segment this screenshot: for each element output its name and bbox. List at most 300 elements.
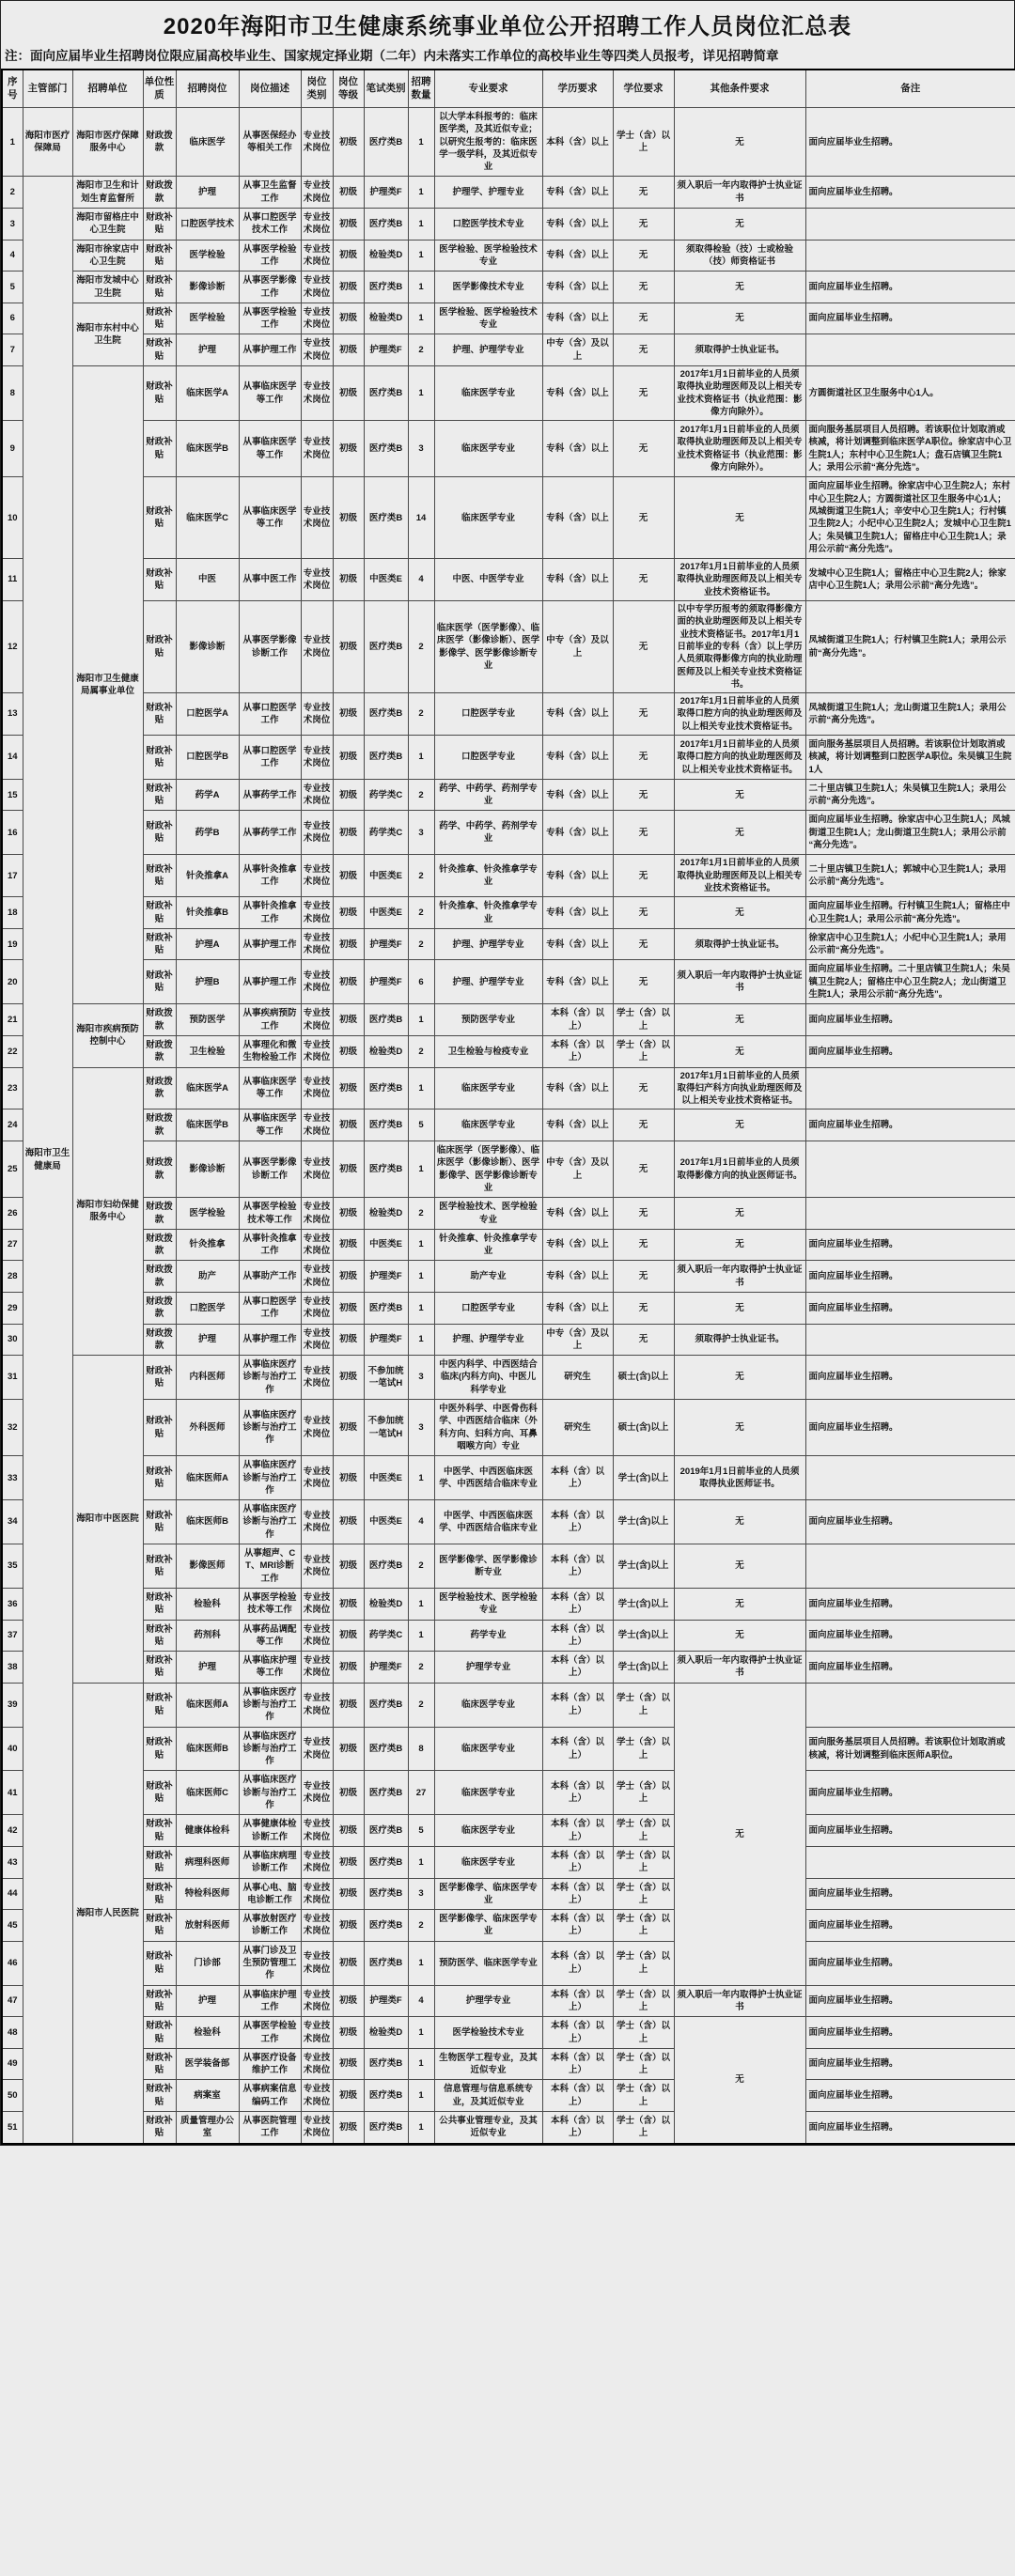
cell-nature: 财政补贴 <box>143 811 176 855</box>
cell-other: 须入职后一年内取得护士执业证书 <box>674 1261 805 1293</box>
cell-desc: 从事卫生监督工作 <box>239 177 301 209</box>
cell-grade: 初级 <box>333 1985 364 2017</box>
cell-desc: 从事心电、脑电诊断工作 <box>239 1878 301 1910</box>
cell-edu: 专科（含）以上 <box>542 897 613 929</box>
cell-other: 无 <box>674 1544 805 1589</box>
cell-degree: 学士（含）以上 <box>613 1815 674 1847</box>
cell-seq: 9 <box>2 421 23 477</box>
table-row <box>2 1198 1015 1230</box>
cell-exam: 检验类D <box>364 1198 408 1230</box>
cell-post: 特检科医师 <box>176 1878 239 1910</box>
cell-note: 面向应届毕业生招聘。 <box>805 303 1015 334</box>
cell-edu: 本科（含）以上） <box>542 1620 613 1652</box>
cell-nature: 财政补贴 <box>143 2112 176 2144</box>
cell-num: 2 <box>408 1910 434 1942</box>
cell-desc: 从事临床医疗诊断与治疗工作 <box>239 1456 301 1500</box>
cell-seq: 17 <box>2 855 23 897</box>
cell-edu: 本科（含）以上） <box>542 1910 613 1942</box>
cell-num: 5 <box>408 1110 434 1141</box>
cell-cat: 专业技术岗位 <box>301 2017 333 2049</box>
table-row <box>2 1229 1015 1261</box>
cell-seq: 31 <box>2 1356 23 1400</box>
cell-unit: 海阳市东村中心卫生院 <box>72 303 143 365</box>
cell-edu: 中专（含）及以上 <box>542 1141 613 1198</box>
cell-note <box>805 1324 1015 1356</box>
cell-cat: 专业技术岗位 <box>301 1683 333 1727</box>
cell-desc: 从事药学工作 <box>239 811 301 855</box>
cell-edu: 专科（含）以上 <box>542 779 613 811</box>
cell-nature: 财政拨款 <box>143 1261 176 1293</box>
cell-grade: 初级 <box>333 1588 364 1620</box>
cell-desc: 从事临床医学等工作 <box>239 365 301 420</box>
cell-desc: 从事医学检验技术等工作 <box>239 1588 301 1620</box>
cell-desc: 从事临床医疗诊断与治疗工作 <box>239 1727 301 1771</box>
cell-post: 药学B <box>176 811 239 855</box>
cell-edu: 本科（含）以上） <box>542 1588 613 1620</box>
cell-grade: 初级 <box>333 1620 364 1652</box>
table-row <box>2 1620 1015 1652</box>
cell-nature: 财政拨款 <box>143 1324 176 1356</box>
cell-other: 无 <box>674 1229 805 1261</box>
cell-exam: 医疗类B <box>364 1683 408 1727</box>
cell-num: 2 <box>408 1683 434 1727</box>
cell-edu: 本科（含）以上） <box>542 1815 613 1847</box>
cell-major: 中医、中医学专业 <box>434 559 542 601</box>
cell-degree: 学士（含）以上 <box>613 1846 674 1878</box>
cell-exam: 护理类F <box>364 1324 408 1356</box>
cell-edu: 专科（含）以上 <box>542 693 613 736</box>
cell-num: 1 <box>408 107 434 176</box>
cell-seq: 28 <box>2 1261 23 1293</box>
cell-other: 无 <box>674 811 805 855</box>
cell-nature: 财政补贴 <box>143 2080 176 2112</box>
cell-degree: 学士(含)以上 <box>613 1456 674 1500</box>
cell-exam: 医疗类B <box>364 1141 408 1198</box>
cell-nature: 财政补贴 <box>143 1941 176 1985</box>
cell-num: 5 <box>408 1815 434 1847</box>
cell-seq: 40 <box>2 1727 23 1771</box>
cell-degree: 无 <box>613 421 674 477</box>
cell-major: 临床医学专业 <box>434 421 542 477</box>
cell-desc: 从事助产工作 <box>239 1261 301 1293</box>
cell-desc: 从事放射医疗诊断工作 <box>239 1910 301 1942</box>
cell-post: 针灸推拿 <box>176 1229 239 1261</box>
cell-num: 1 <box>408 2048 434 2080</box>
cell-exam: 护理类F <box>364 334 408 366</box>
cell-grade: 初级 <box>333 240 364 272</box>
cell-degree: 无 <box>613 897 674 929</box>
cell-other: 须入职后一年内取得护士执业证书 <box>674 1985 805 2017</box>
cell-note: 面向应届毕业生招聘。 <box>805 1941 1015 1985</box>
cell-edu: 本科（含）以上） <box>542 1771 613 1815</box>
cell-desc: 从事临床医学等工作 <box>239 1067 301 1110</box>
cell-note: 面向应届毕业生招聘。 <box>805 2048 1015 2080</box>
cell-edu: 本科（含）以上） <box>542 2017 613 2049</box>
cell-major: 药学、中药学、药剂学专业 <box>434 779 542 811</box>
cell-seq: 47 <box>2 1985 23 2017</box>
cell-note: 面向应届毕业生招聘。 <box>805 1500 1015 1544</box>
cell-major: 临床医学专业 <box>434 1067 542 1110</box>
cell-exam: 药学类C <box>364 1620 408 1652</box>
table-row <box>2 1292 1015 1324</box>
cell-other: 无 <box>674 303 805 334</box>
cell-desc: 从事口腔医学技术工作 <box>239 209 301 241</box>
cell-major: 医学影像学、临床医学专业 <box>434 1910 542 1942</box>
cell-exam: 医疗类B <box>364 2048 408 2080</box>
col-header-major: 专业要求 <box>434 70 542 108</box>
cell-major: 护理、护理学专业 <box>434 928 542 960</box>
table-row <box>2 334 1015 366</box>
cell-seq: 8 <box>2 365 23 420</box>
cell-seq: 30 <box>2 1324 23 1356</box>
cell-desc: 从事医学影像工作 <box>239 272 301 303</box>
cell-edu: 专科（含）以上 <box>542 1229 613 1261</box>
cell-edu: 专科（含）以上 <box>542 1198 613 1230</box>
cell-edu: 本科（含）以上 <box>542 107 613 176</box>
cell-other: 须入职后一年内取得护士执业证书 <box>674 177 805 209</box>
cell-grade: 初级 <box>333 693 364 736</box>
cell-desc: 从事临床医学等工作 <box>239 1110 301 1141</box>
table-row <box>2 2080 1015 2112</box>
cell-cat: 专业技术岗位 <box>301 1456 333 1500</box>
cell-num: 1 <box>408 1067 434 1110</box>
cell-major: 临床医学（医学影像）、临床医学（影像诊断）、医学影像学、医学影像诊断专业 <box>434 1141 542 1198</box>
table-row <box>2 1261 1015 1293</box>
cell-seq: 44 <box>2 1878 23 1910</box>
cell-num: 1 <box>408 1456 434 1500</box>
cell-edu: 研究生 <box>542 1400 613 1456</box>
cell-note: 面向服务基层项目人员招聘。若该职位计划取消或核减，将计划调整到口腔医学A职位。朱吴镇卫生院1人 <box>805 736 1015 780</box>
table-row <box>2 559 1015 601</box>
cell-cat: 专业技术岗位 <box>301 303 333 334</box>
cell-grade: 初级 <box>333 1652 364 1684</box>
cell-note: 发城中心卫生院1人；留格庄中心卫生院2人；徐家店中心卫生院1人；录用公示前“高分先选”。 <box>805 559 1015 601</box>
cell-nature: 财政补贴 <box>143 1456 176 1500</box>
cell-grade: 初级 <box>333 1500 364 1544</box>
cell-grade: 初级 <box>333 107 364 176</box>
cell-note: 凤城街道卫生院1人；龙山街道卫生院1人；录用公示前“高分先选”。 <box>805 693 1015 736</box>
cell-num: 1 <box>408 1292 434 1324</box>
cell-other: 无 <box>674 2017 805 2144</box>
cell-edu: 本科（含）以上） <box>542 1727 613 1771</box>
cell-edu: 本科（含）以上） <box>542 1035 613 1067</box>
cell-nature: 财政补贴 <box>143 601 176 693</box>
cell-nature: 财政补贴 <box>143 1356 176 1400</box>
cell-note: 面向应届毕业生招聘。 <box>805 1110 1015 1141</box>
cell-cat: 专业技术岗位 <box>301 928 333 960</box>
col-header-num: 招聘数量 <box>408 70 434 108</box>
cell-cat: 专业技术岗位 <box>301 2112 333 2144</box>
cell-seq: 22 <box>2 1035 23 1067</box>
cell-edu: 专科（含）以上 <box>542 559 613 601</box>
cell-edu: 专科（含）以上 <box>542 209 613 241</box>
cell-seq: 2 <box>2 177 23 209</box>
cell-desc: 从事临床医疗诊断与治疗工作 <box>239 1683 301 1727</box>
cell-post: 护理A <box>176 928 239 960</box>
cell-cat: 专业技术岗位 <box>301 601 333 693</box>
cell-other: 无 <box>674 477 805 559</box>
cell-major: 口腔医学专业 <box>434 693 542 736</box>
cell-grade: 初级 <box>333 1400 364 1456</box>
table-row <box>2 2048 1015 2080</box>
cell-post: 临床医学 <box>176 107 239 176</box>
col-header-exam: 笔试类别 <box>364 70 408 108</box>
table-row <box>2 272 1015 303</box>
cell-edu: 专科（含）以上 <box>542 855 613 897</box>
cell-grade: 初级 <box>333 1941 364 1985</box>
table-row <box>2 928 1015 960</box>
cell-grade: 初级 <box>333 2017 364 2049</box>
cell-desc: 从事针灸推拿工作 <box>239 1229 301 1261</box>
cell-post: 预防医学 <box>176 1004 239 1036</box>
table-row <box>2 1141 1015 1198</box>
cell-post: 临床医师B <box>176 1727 239 1771</box>
cell-exam: 医疗类B <box>364 107 408 176</box>
cell-note: 徐家店中心卫生院1人；小纪中心卫生院1人；录用公示前“高分先选”。 <box>805 928 1015 960</box>
cell-degree: 学士（含）以上 <box>613 1941 674 1985</box>
cell-other: 无 <box>674 1035 805 1067</box>
cell-exam: 药学类C <box>364 779 408 811</box>
cell-degree: 学士（含）以上 <box>613 2017 674 2049</box>
table-row <box>2 303 1015 334</box>
cell-seq: 10 <box>2 477 23 559</box>
table-row <box>2 897 1015 929</box>
cell-nature: 财政补贴 <box>143 2017 176 2049</box>
cell-cat: 专业技术岗位 <box>301 1004 333 1036</box>
cell-desc: 从事理化和微生物检验工作 <box>239 1035 301 1067</box>
cell-cat: 专业技术岗位 <box>301 107 333 176</box>
cell-grade: 初级 <box>333 1229 364 1261</box>
cell-seq: 18 <box>2 897 23 929</box>
cell-desc: 从事针灸推拿工作 <box>239 897 301 929</box>
cell-edu: 专科（含）以上 <box>542 272 613 303</box>
cell-degree: 无 <box>613 601 674 693</box>
cell-major: 临床医学专业 <box>434 1815 542 1847</box>
cell-post: 药学A <box>176 779 239 811</box>
cell-grade: 初级 <box>333 177 364 209</box>
cell-major: 药学、中药学、药剂学专业 <box>434 811 542 855</box>
cell-exam: 医疗类B <box>364 1004 408 1036</box>
cell-degree: 无 <box>613 272 674 303</box>
cell-degree: 学士(含)以上 <box>613 1620 674 1652</box>
table-row <box>2 1500 1015 1544</box>
cell-cat: 专业技术岗位 <box>301 209 333 241</box>
cell-seq: 7 <box>2 334 23 366</box>
cell-nature: 财政补贴 <box>143 477 176 559</box>
cell-major: 医学检验技术专业 <box>434 2017 542 2049</box>
cell-post: 药剂科 <box>176 1620 239 1652</box>
cell-nature: 财政补贴 <box>143 1652 176 1684</box>
cell-post: 助产 <box>176 1261 239 1293</box>
cell-major: 预防医学、临床医学专业 <box>434 1941 542 1985</box>
cell-post: 放射科医师 <box>176 1910 239 1942</box>
table-row <box>2 365 1015 420</box>
cell-post: 卫生检验 <box>176 1035 239 1067</box>
cell-seq: 27 <box>2 1229 23 1261</box>
cell-major: 口腔医学专业 <box>434 1292 542 1324</box>
cell-dept: 海阳市卫生健康局 <box>23 177 72 2144</box>
cell-degree: 无 <box>613 1110 674 1141</box>
cell-num: 3 <box>408 1356 434 1400</box>
cell-major: 医学检验技术、医学检验专业 <box>434 1588 542 1620</box>
cell-cat: 专业技术岗位 <box>301 1941 333 1985</box>
cell-edu: 本科（含）以上） <box>542 1683 613 1727</box>
cell-degree: 硕士(含)以上 <box>613 1400 674 1456</box>
cell-major: 临床医学专业 <box>434 1846 542 1878</box>
cell-nature: 财政补贴 <box>143 779 176 811</box>
cell-degree: 无 <box>613 477 674 559</box>
cell-seq: 43 <box>2 1846 23 1878</box>
cell-num: 1 <box>408 1620 434 1652</box>
cell-exam: 医疗类B <box>364 1815 408 1847</box>
cell-nature: 财政补贴 <box>143 1878 176 1910</box>
cell-nature: 财政补贴 <box>143 1400 176 1456</box>
table-row <box>2 107 1015 176</box>
cell-num: 8 <box>408 1727 434 1771</box>
cell-exam: 中医类E <box>364 1456 408 1500</box>
cell-cat: 专业技术岗位 <box>301 1067 333 1110</box>
cell-num: 2 <box>408 897 434 929</box>
cell-degree: 学士（含）以上 <box>613 1035 674 1067</box>
cell-cat: 专业技术岗位 <box>301 1846 333 1878</box>
cell-note: 面向应届毕业生招聘。 <box>805 1878 1015 1910</box>
cell-grade: 初级 <box>333 1035 364 1067</box>
cell-degree: 无 <box>613 1198 674 1230</box>
cell-degree: 硕士(含)以上 <box>613 1356 674 1400</box>
cell-major: 护理、护理学专业 <box>434 960 542 1004</box>
cell-grade: 初级 <box>333 1004 364 1036</box>
cell-post: 医学装备部 <box>176 2048 239 2080</box>
cell-seq: 5 <box>2 272 23 303</box>
cell-major: 医学检验、医学检验技术专业 <box>434 303 542 334</box>
cell-cat: 专业技术岗位 <box>301 897 333 929</box>
cell-post: 护理 <box>176 1652 239 1684</box>
cell-edu: 本科（含）以上） <box>542 1941 613 1985</box>
cell-degree: 学士（含）以上 <box>613 1771 674 1815</box>
cell-num: 1 <box>408 736 434 780</box>
cell-edu: 专科（含）以上 <box>542 1292 613 1324</box>
cell-desc: 从事临床医疗诊断与治疗工作 <box>239 1771 301 1815</box>
table-row <box>2 1878 1015 1910</box>
cell-other: 无 <box>674 1198 805 1230</box>
cell-grade: 初级 <box>333 421 364 477</box>
cell-post: 口腔医学技术 <box>176 209 239 241</box>
cell-major: 护理学专业 <box>434 1985 542 2017</box>
cell-grade: 初级 <box>333 1544 364 1589</box>
cell-cat: 专业技术岗位 <box>301 1324 333 1356</box>
cell-major: 针灸推拿、针灸推拿学专业 <box>434 897 542 929</box>
cell-other: 2017年1月1日前毕业的人员须取得口腔方向的执业助理医师及以上相关专业技术资格证书。 <box>674 736 805 780</box>
cell-post: 临床医师A <box>176 1456 239 1500</box>
cell-cat: 专业技术岗位 <box>301 1544 333 1589</box>
cell-grade: 初级 <box>333 1198 364 1230</box>
cell-desc: 从事疾病预防工作 <box>239 1004 301 1036</box>
cell-exam: 医疗类B <box>364 1544 408 1589</box>
cell-note: 面向应届毕业生招聘。 <box>805 177 1015 209</box>
cell-major: 护理、护理学专业 <box>434 334 542 366</box>
table-row <box>2 811 1015 855</box>
cell-desc: 从事医疗设备维护工作 <box>239 2048 301 2080</box>
cell-exam: 护理类F <box>364 1652 408 1684</box>
cell-major: 医学检验技术、医学检验专业 <box>434 1198 542 1230</box>
cell-post: 医学检验 <box>176 1198 239 1230</box>
cell-degree: 学士(含)以上 <box>613 1500 674 1544</box>
cell-edu: 本科（含）以上） <box>542 1878 613 1910</box>
cell-seq: 51 <box>2 2112 23 2144</box>
cell-cat: 专业技术岗位 <box>301 1620 333 1652</box>
cell-desc: 从事医保经办等相关工作 <box>239 107 301 176</box>
cell-other: 无 <box>674 272 805 303</box>
table-row <box>2 240 1015 272</box>
cell-unit: 海阳市卫生和计划生育监督所 <box>72 177 143 209</box>
cell-nature: 财政补贴 <box>143 693 176 736</box>
cell-major: 临床医学专业 <box>434 1727 542 1771</box>
cell-grade: 初级 <box>333 303 364 334</box>
col-header-post: 招聘岗位 <box>176 70 239 108</box>
cell-major: 中医内科学、中西医结合临床(内科方向)、中医儿科学专业 <box>434 1356 542 1400</box>
cell-num: 2 <box>408 601 434 693</box>
cell-degree: 无 <box>613 1067 674 1110</box>
cell-nature: 财政补贴 <box>143 240 176 272</box>
cell-exam: 中医类E <box>364 897 408 929</box>
cell-degree: 学士（含）以上 <box>613 2048 674 2080</box>
cell-num: 3 <box>408 1878 434 1910</box>
cell-cat: 专业技术岗位 <box>301 1141 333 1198</box>
cell-cat: 专业技术岗位 <box>301 1292 333 1324</box>
cell-major: 医学影像技术专业 <box>434 272 542 303</box>
cell-major: 针灸推拿、针灸推拿学专业 <box>434 855 542 897</box>
cell-cat: 专业技术岗位 <box>301 1500 333 1544</box>
cell-seq: 39 <box>2 1683 23 1727</box>
cell-seq: 50 <box>2 2080 23 2112</box>
cell-grade: 初级 <box>333 779 364 811</box>
cell-num: 2 <box>408 928 434 960</box>
table-row <box>2 1985 1015 2017</box>
cell-note <box>805 1067 1015 1110</box>
table-row <box>2 1941 1015 1985</box>
cell-degree: 无 <box>613 1261 674 1293</box>
cell-note <box>805 240 1015 272</box>
cell-note: 面向应届毕业生招聘。 <box>805 2017 1015 2049</box>
cell-exam: 护理类F <box>364 928 408 960</box>
cell-grade: 初级 <box>333 601 364 693</box>
cell-degree: 无 <box>613 559 674 601</box>
cell-nature: 财政补贴 <box>143 1815 176 1847</box>
cell-major: 临床医学（医学影像）、临床医学（影像诊断）、医学影像学、医学影像诊断专业 <box>434 601 542 693</box>
cell-grade: 初级 <box>333 1846 364 1878</box>
cell-exam: 检验类D <box>364 1588 408 1620</box>
cell-other: 2017年1月1日前毕业的人员须取得执业助理医师及以上相关专业技术资格证书。 <box>674 559 805 601</box>
cell-nature: 财政补贴 <box>143 1544 176 1589</box>
cell-grade: 初级 <box>333 1727 364 1771</box>
cell-major: 医学影像学、医学影像诊断专业 <box>434 1544 542 1589</box>
cell-grade: 初级 <box>333 1110 364 1141</box>
cell-exam: 中医类E <box>364 1500 408 1544</box>
cell-exam: 医疗类B <box>364 693 408 736</box>
table-row <box>2 1456 1015 1500</box>
cell-grade: 初级 <box>333 855 364 897</box>
table-row <box>2 960 1015 1004</box>
cell-exam: 医疗类B <box>364 209 408 241</box>
cell-exam: 医疗类B <box>364 1110 408 1141</box>
cell-post: 口腔医学B <box>176 736 239 780</box>
cell-grade: 初级 <box>333 2048 364 2080</box>
table-row <box>2 1846 1015 1878</box>
cell-edu: 本科（含）以上） <box>542 2112 613 2144</box>
cell-desc: 从事临床医疗诊断与治疗工作 <box>239 1356 301 1400</box>
cell-unit: 海阳市人民医院 <box>72 1683 143 2143</box>
cell-num: 1 <box>408 1229 434 1261</box>
